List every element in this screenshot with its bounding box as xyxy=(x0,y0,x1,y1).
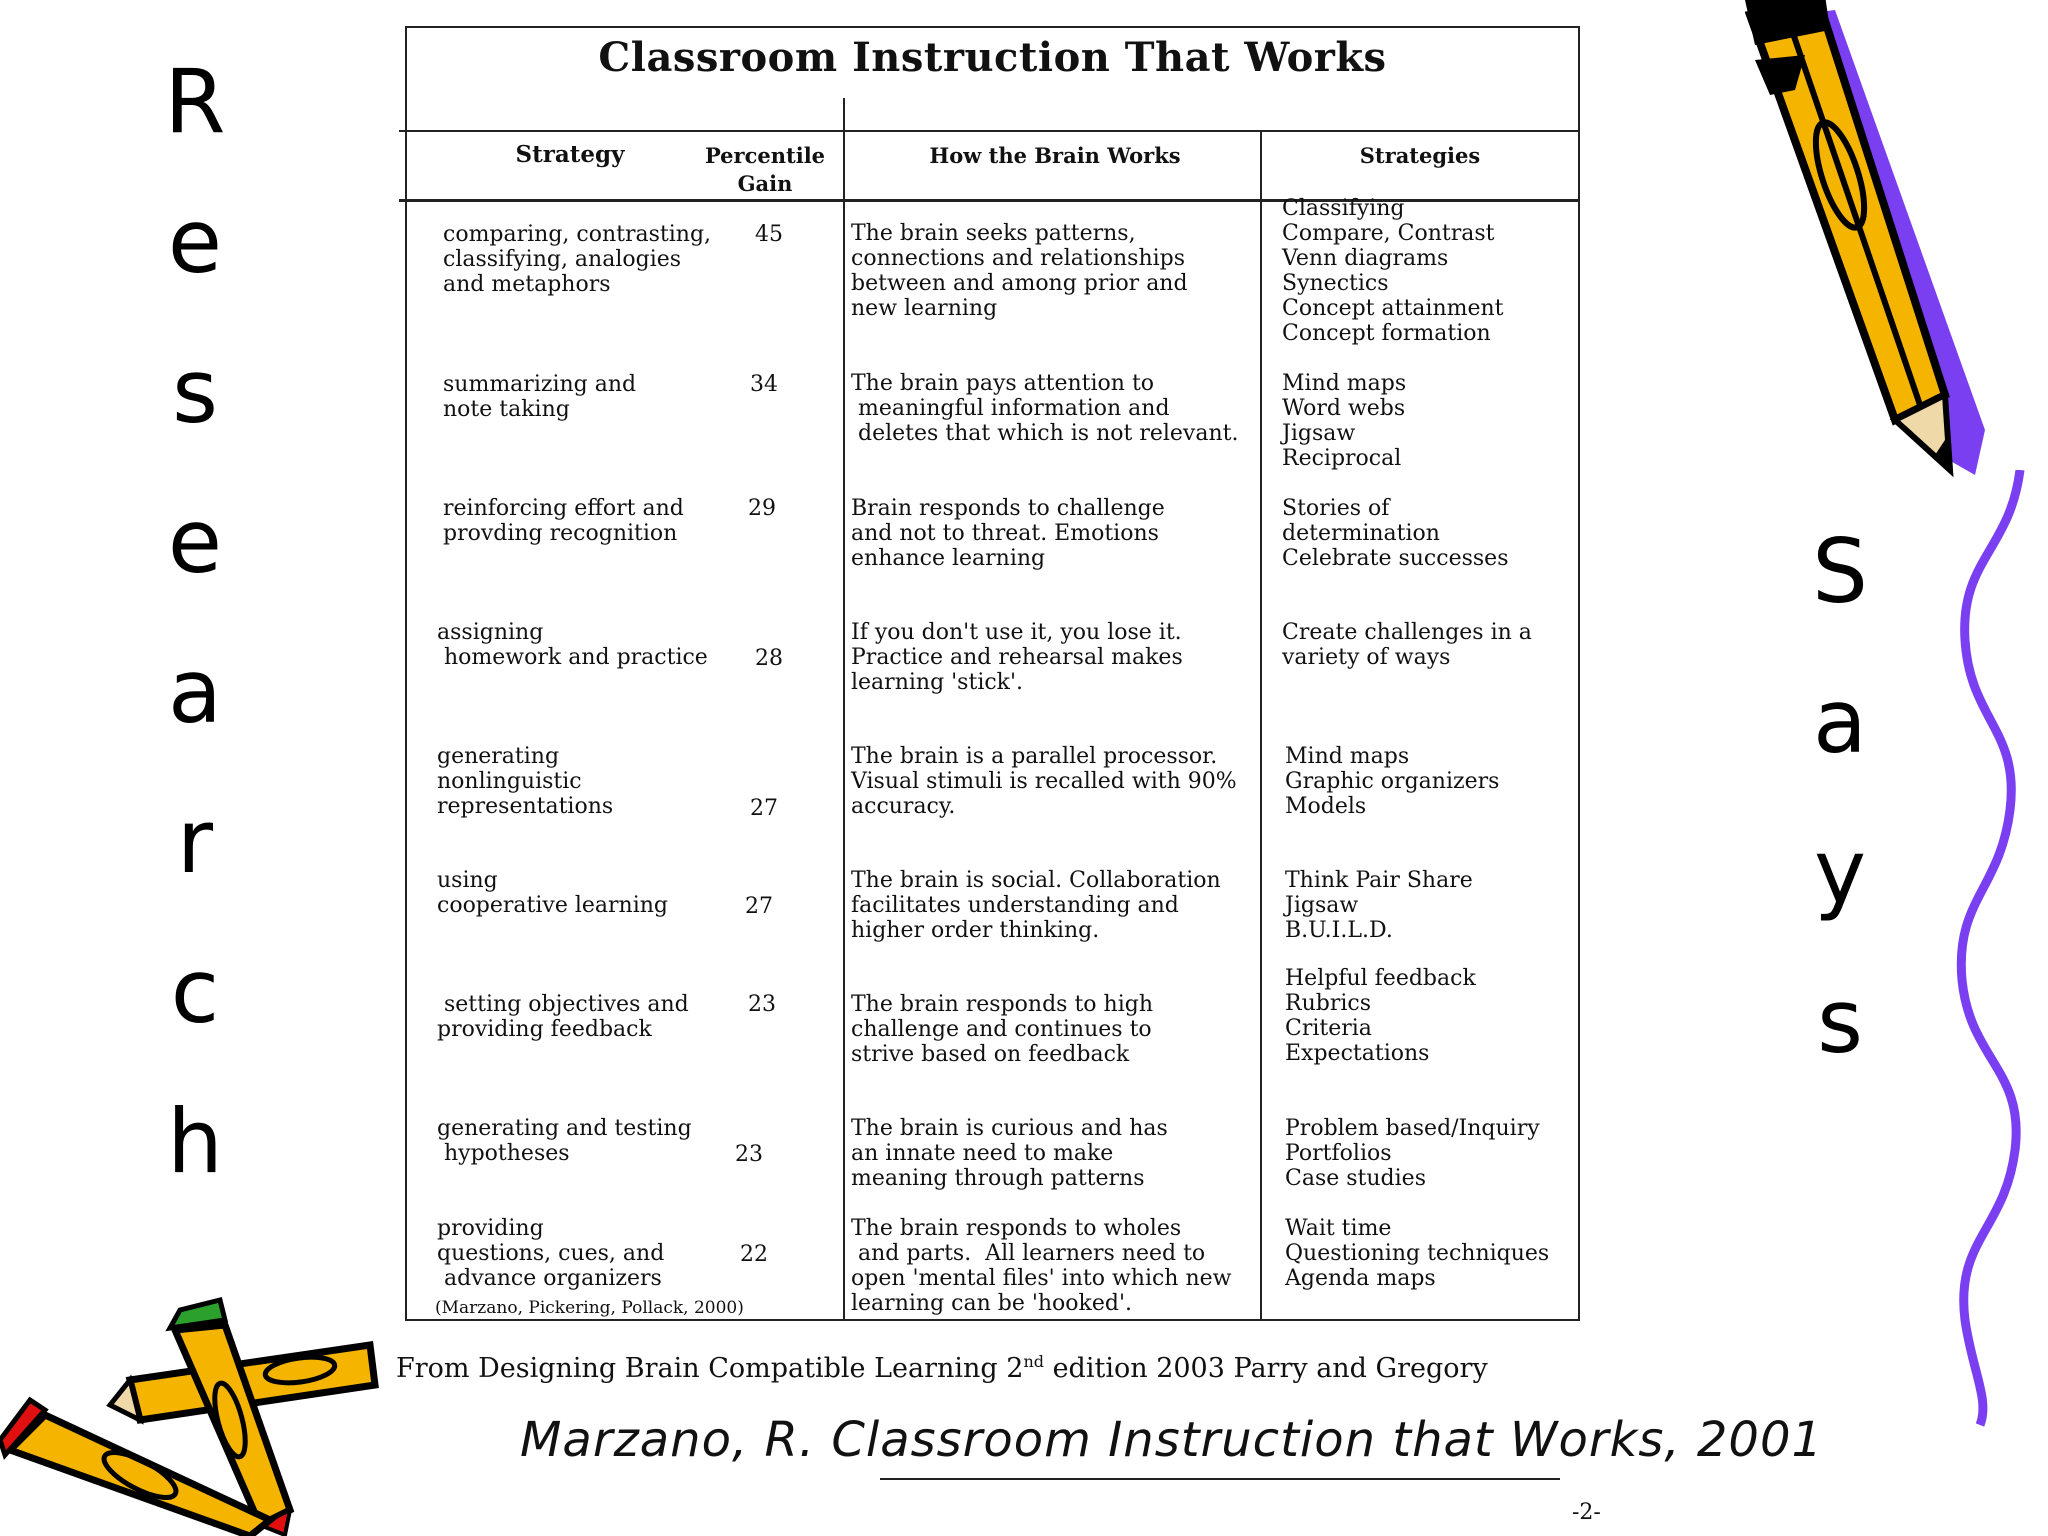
table-row-gain: 34 xyxy=(750,372,778,397)
table-row-gain: 27 xyxy=(750,796,778,821)
header-percentile-gain xyxy=(695,142,835,198)
header-strategies: Strategies xyxy=(1359,143,1481,168)
header-strategy: Strategy xyxy=(515,141,625,168)
letter: c xyxy=(170,940,220,1043)
table-border xyxy=(405,26,1580,28)
handwritten-reference: Marzano, R. Classroom Instruction that Works, 2001 xyxy=(520,1412,1824,1468)
table-title: Classroom Instruction That Works xyxy=(598,34,1387,81)
table-row-strategies: Mind maps Word webs Jigsaw Reciprocal xyxy=(1282,371,1407,471)
letter: a xyxy=(1813,670,1867,773)
table-row-brain: The brain seeks patterns, connections and relationships between and among prior and new learning xyxy=(851,221,1188,321)
table-row-strategies: Classifying Compare, Contrast Venn diagrams Synectics Concept attainment Concept formation xyxy=(1282,196,1504,346)
table-row-strategy: providing questions, cues, and advance organizers xyxy=(437,1216,665,1291)
table-row-brain: The brain is a parallel processor. Visual stimuli is recalled with 90% accuracy. xyxy=(851,744,1237,819)
table-row-strategy: using cooperative learning xyxy=(437,868,669,918)
handwritten-underline xyxy=(880,1478,1560,1480)
table-row-gain: 23 xyxy=(735,1142,763,1167)
source-line xyxy=(396,1352,1488,1384)
table-row-strategy: comparing, contrasting, classifying, analogies and metaphors xyxy=(443,222,712,297)
table-border xyxy=(405,26,407,1321)
letter: e xyxy=(167,490,223,593)
table-row-strategy: assigning homework and practice xyxy=(437,620,708,670)
crossed-pencils-icon xyxy=(0,1250,380,1536)
table-row-brain: The brain pays attention to meaningful information and deletes that which is not relevant. xyxy=(851,371,1239,446)
letter: h xyxy=(167,1090,223,1193)
table-row-brain: The brain responds to wholes and parts. All learners need to open 'mental files' into which new learning can be 'hooked'. xyxy=(851,1216,1232,1316)
table-row-brain: If you don't use it, you lose it. Practice and rehearsal makes learning 'stick'. xyxy=(851,620,1183,695)
table-row-gain: 27 xyxy=(745,894,773,919)
pencil-icon xyxy=(1745,0,2005,490)
table-row-strategies: Helpful feedback Rubrics Criteria Expectations xyxy=(1285,966,1476,1066)
strategy-table xyxy=(405,26,1580,1321)
table-row-brain: The brain responds to high challenge and continues to strive based on feedback xyxy=(851,992,1153,1067)
letter: y xyxy=(1813,820,1867,923)
table-row-gain: 45 xyxy=(755,222,783,247)
table-border xyxy=(1578,26,1580,1321)
table-row-gain: 22 xyxy=(740,1242,768,1267)
wavy-line-icon xyxy=(1950,470,2030,1430)
column-rule xyxy=(1260,132,1262,1321)
header-how-brain-works: How the Brain Works xyxy=(929,143,1181,168)
table-row-strategies: Problem based/Inquiry Portfolios Case studies xyxy=(1285,1116,1540,1191)
table-row-strategies: Mind maps Graphic organizers Models xyxy=(1285,744,1500,819)
table-row-brain: Brain responds to challenge and not to threat. Emotions enhance learning xyxy=(851,496,1165,571)
letter: s xyxy=(1817,970,1863,1073)
source-sup: nd xyxy=(1023,1352,1044,1371)
letter: R xyxy=(164,50,226,153)
table-row-brain: The brain is social. Collaboration facilitates understanding and higher order thinking. xyxy=(851,868,1221,943)
table-row-strategies: Wait time Questioning techniques Agenda maps xyxy=(1285,1216,1550,1291)
table-row-gain: 29 xyxy=(748,496,776,521)
header-gain-text: Percentile Gain xyxy=(704,143,826,196)
page-number: -2- xyxy=(1572,1500,1601,1525)
table-row-gain: 23 xyxy=(748,992,776,1017)
letter: a xyxy=(168,640,222,743)
letter: s xyxy=(172,340,218,443)
table-row-strategy: generating nonlinguistic representations xyxy=(437,744,614,819)
table-row-strategies: Stories of determination Celebrate successes xyxy=(1282,496,1509,571)
table-row-strategy: generating and testing hypotheses xyxy=(437,1116,692,1166)
table-citation: (Marzano, Pickering, Pollack, 2000) xyxy=(435,1298,744,1318)
column-rule xyxy=(843,98,845,1321)
letter: r xyxy=(176,790,214,893)
table-row-strategy: setting objectives and providing feedback xyxy=(437,992,689,1042)
table-border xyxy=(405,1319,1580,1321)
table-row-brain: The brain is curious and has an innate need to make meaning through patterns xyxy=(851,1116,1168,1191)
letter: S xyxy=(1812,520,1868,623)
table-row-strategy: reinforcing effort and provding recognition xyxy=(443,496,684,546)
letter: e xyxy=(167,190,223,293)
source-prefix: From Designing Brain Compatible Learning 2 xyxy=(396,1353,1024,1384)
source-suffix: edition 2003 Parry and Gregory xyxy=(1044,1353,1488,1384)
table-row-strategies: Create challenges in a variety of ways xyxy=(1282,620,1532,670)
header-rule xyxy=(399,130,1580,132)
table-row-strategies: Think Pair Share Jigsaw B.U.I.L.D. xyxy=(1285,868,1473,943)
table-row-gain: 28 xyxy=(755,646,783,671)
table-row-strategy: summarizing and note taking xyxy=(443,372,637,422)
